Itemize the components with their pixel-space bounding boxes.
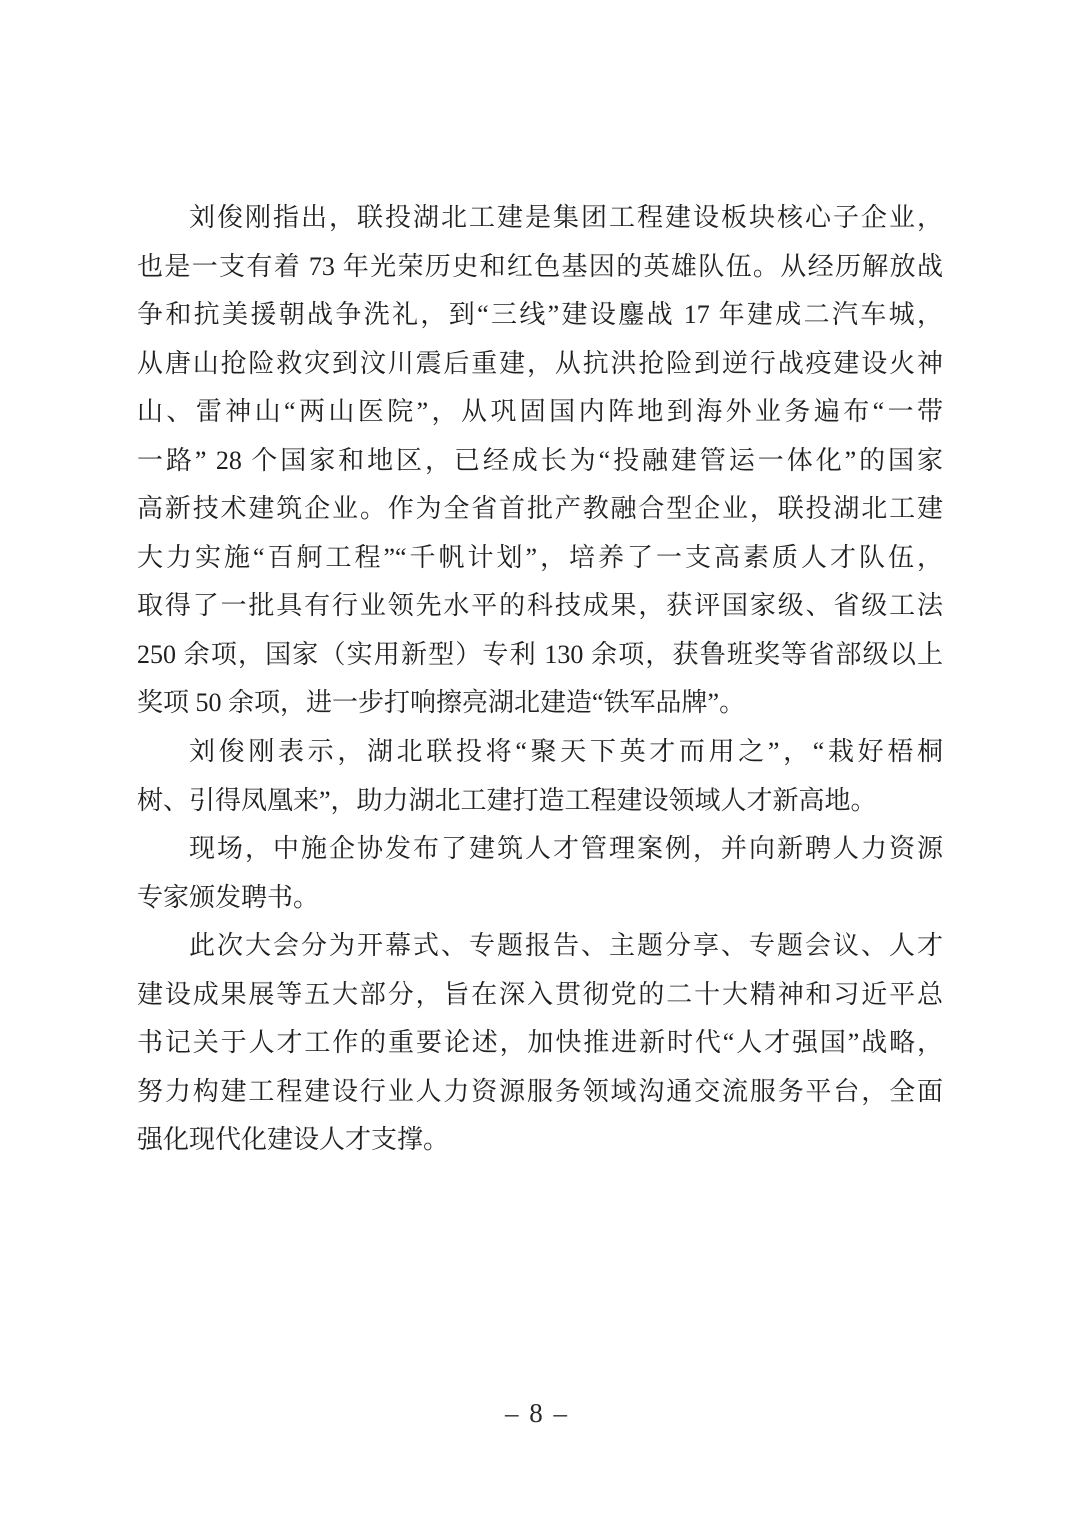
paragraph: [137, 922, 943, 1165]
text-line: 努力构建工程建设行业人力资源服务领域沟通交流服务平台，全面: [137, 1076, 943, 1106]
text-line: 专家颁发聘书。: [137, 882, 320, 912]
text-body: [137, 194, 943, 1165]
text-line: 争和抗美援朝战争洗礼，到“三线”建设鏖战 17 年建成二汽车城，: [137, 300, 943, 330]
text-line: 大力实施“百舸工程”“千帆计划”，培养了一支高素质人才队伍，: [137, 542, 943, 572]
paragraph: [137, 728, 943, 825]
text-line: 250 余项，国家（实用新型）专利 130 余项，获鲁班奖等省部级以上: [137, 639, 943, 669]
text-line: 树、引得凤凰来”，助力湖北工建打造工程建设领域人才新高地。: [137, 785, 877, 815]
text-line: 从唐山抢险救灾到汶川震后重建，从抗洪抢险到逆行战疫建设火神: [137, 348, 943, 378]
text-line: 也是一支有着 73 年光荣历史和红色基因的英雄队伍。从经历解放战: [137, 251, 943, 281]
text-line: 建设成果展等五大部分，旨在深入贯彻党的二十大精神和习近平总: [137, 979, 943, 1009]
text-line: 取得了一批具有行业领先水平的科技成果，获评国家级、省级工法: [137, 591, 943, 621]
text-line: 现场，中施企协发布了建筑人才管理案例，并向新聘人力资源: [189, 834, 943, 864]
text-line: 高新技术建筑企业。作为全省首批产教融合型企业，联投湖北工建: [137, 494, 943, 524]
paragraph: [137, 825, 943, 922]
text-line: 书记关于人才工作的重要论述，加快推进新时代“人才强国”战略，: [137, 1028, 943, 1058]
paragraph: [137, 194, 943, 728]
text-line: 奖项 50 余项，进一步打响擦亮湖北建造“铁军品牌”。: [137, 688, 746, 718]
text-line: 强化现代化建设人才支撑。: [137, 1125, 450, 1155]
text-line: 刘俊刚表示，湖北联投将“聚天下英才而用之”，“栽好梧桐: [189, 737, 943, 767]
text-line: 一路” 28 个国家和地区，已经成长为“投融建管运一体化”的国家: [137, 445, 943, 475]
page-number: – 8 –: [505, 1398, 569, 1428]
text-line: 山、雷神山“两山医院”，从巩固国内阵地到海外业务遍布“一带: [137, 397, 943, 427]
text-line: 此次大会分为开幕式、专题报告、主题分享、专题会议、人才: [189, 931, 943, 961]
text-line: 刘俊刚指出，联投湖北工建是集团工程建设板块核心子企业，: [189, 203, 943, 232]
